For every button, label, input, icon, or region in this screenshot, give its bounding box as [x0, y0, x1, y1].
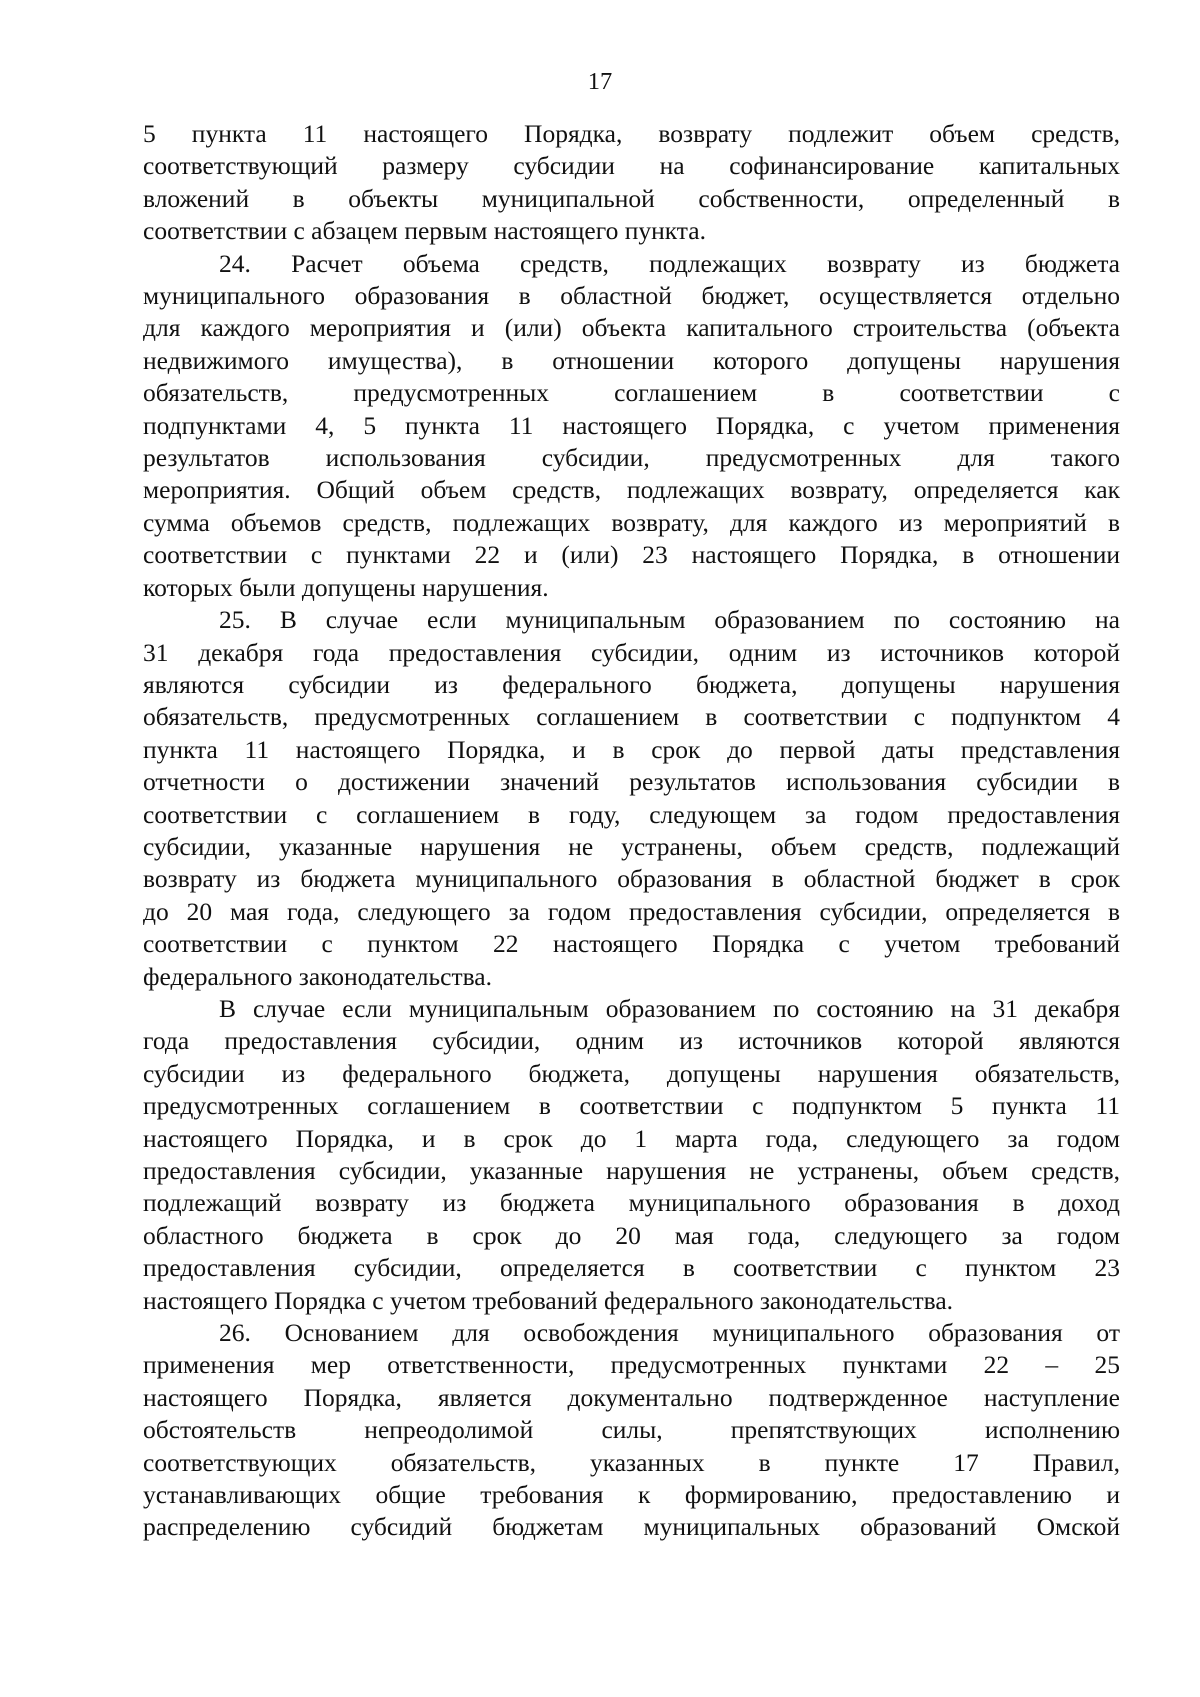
text-line: обязательств, предусмотренных соглашением в соответствии с подпунктом 4	[143, 702, 1120, 732]
text-line: соответствующих обязательств, указанных в пункте 17 Правил,	[143, 1447, 1120, 1477]
text-line: результатов использования субсидии, предусмотренных для такого	[143, 443, 1120, 473]
text-line: пункта 11 настоящего Порядка, и в срок до первой даты представления	[143, 734, 1120, 764]
text-line: подлежащий возврату из бюджета муниципального образования в доход	[143, 1188, 1120, 1218]
text-line: предусмотренных соглашением в соответствии с подпунктом 5 пункта 11	[143, 1091, 1120, 1121]
text-line: соответствии с абзацем первым настоящего пункта.	[143, 216, 706, 246]
paragraph-item-26	[143, 1317, 1120, 1544]
text-line: 5 пункта 11 настоящего Порядка, возврату подлежит объем средств,	[143, 119, 1120, 148]
text-line: отчетности о достижении значений результатов использования субсидии в	[143, 767, 1120, 797]
text-line: предоставления субсидии, указанные нарушения не устранены, объем средств,	[143, 1156, 1120, 1185]
text-line: обстоятельств непреодолимой силы, препятствующих исполнению	[143, 1415, 1120, 1445]
text-line: федерального законодательства.	[143, 961, 492, 991]
text-line: которых были допущены нарушения.	[143, 572, 549, 602]
text-line: субсидии, указанные нарушения не устранены, объем средств, подлежащий	[143, 831, 1120, 861]
text-line: 25. В случае если муниципальным образованием по состоянию на	[219, 605, 1120, 635]
text-line: 24. Расчет объема средств, подлежащих возврату из бюджета	[219, 248, 1120, 278]
text-line: обязательств, предусмотренных соглашением в соответствии с	[143, 378, 1120, 408]
text-line: года предоставления субсидии, одним из источников которой являются	[143, 1026, 1120, 1056]
text-line: предоставления субсидии, определяется в соответствии с пунктом 23	[143, 1253, 1120, 1283]
text-line: В случае если муниципальным образованием по состоянию на 31 декабря	[219, 993, 1120, 1023]
text-line: устанавливающих общие требования к формированию, предоставлению и	[143, 1480, 1120, 1510]
text-line: соответствии с пунктами 22 и (или) 23 настоящего Порядка, в отношении	[143, 540, 1120, 570]
text-line: областного бюджета в срок до 20 мая года, следующего за годом	[143, 1220, 1120, 1250]
text-line: сумма объемов средств, подлежащих возврату, для каждого из мероприятий в	[143, 507, 1120, 537]
text-line: для каждого мероприятия и (или) объекта капитального строительства (объекта	[143, 313, 1120, 343]
text-line: возврату из бюджета муниципального образования в областной бюджет в срок	[143, 864, 1120, 894]
text-line: вложений в объекты муниципальной собственности, определенный в	[143, 183, 1120, 213]
text-line: применения мер ответственности, предусмотренных пунктами 22 – 25	[143, 1350, 1120, 1380]
document-body	[143, 118, 1120, 1544]
text-line: муниципального образования в областной бюджет, осуществляется отдельно	[143, 281, 1120, 311]
text-line: субсидии из федерального бюджета, допущены нарушения обязательств,	[143, 1058, 1120, 1088]
text-line: распределению субсидий бюджетам муниципальных образований Омской	[143, 1512, 1120, 1542]
text-line: соответствии с пунктом 22 настоящего Порядка с учетом требований	[143, 929, 1120, 959]
text-line: мероприятия. Общий объем средств, подлежащих возврату, определяется как	[143, 475, 1120, 505]
paragraph-continuation	[143, 118, 1120, 248]
text-line: недвижимого имущества), в отношении которого допущены нарушения	[143, 345, 1120, 375]
paragraph-item-25	[143, 604, 1120, 993]
page-number: 17	[587, 68, 613, 95]
text-line: настоящего Порядка, и в срок до 1 марта года, следующего за годом	[143, 1123, 1120, 1153]
text-line: 31 декабря года предоставления субсидии, одним из источников которой	[143, 637, 1120, 667]
paragraph-item-25-part-2	[143, 993, 1120, 1317]
text-line: до 20 мая года, следующего за годом предоставления субсидии, определяется в	[143, 896, 1120, 926]
text-line: подпунктами 4, 5 пункта 11 настоящего Порядка, с учетом применения	[143, 410, 1120, 440]
paragraph-item-24	[143, 248, 1120, 604]
text-line: соответствующий размеру субсидии на софинансирование капитальных	[143, 151, 1120, 181]
text-line: являются субсидии из федерального бюджета, допущены нарушения	[143, 669, 1120, 699]
text-line: соответствии с соглашением в году, следующем за годом предоставления	[143, 799, 1120, 829]
text-line: настоящего Порядка с учетом требований федерального законодательства.	[143, 1285, 954, 1315]
text-line: настоящего Порядка, является документально подтвержденное наступление	[143, 1382, 1120, 1412]
text-line: 26. Основанием для освобождения муниципального образования от	[219, 1318, 1120, 1348]
